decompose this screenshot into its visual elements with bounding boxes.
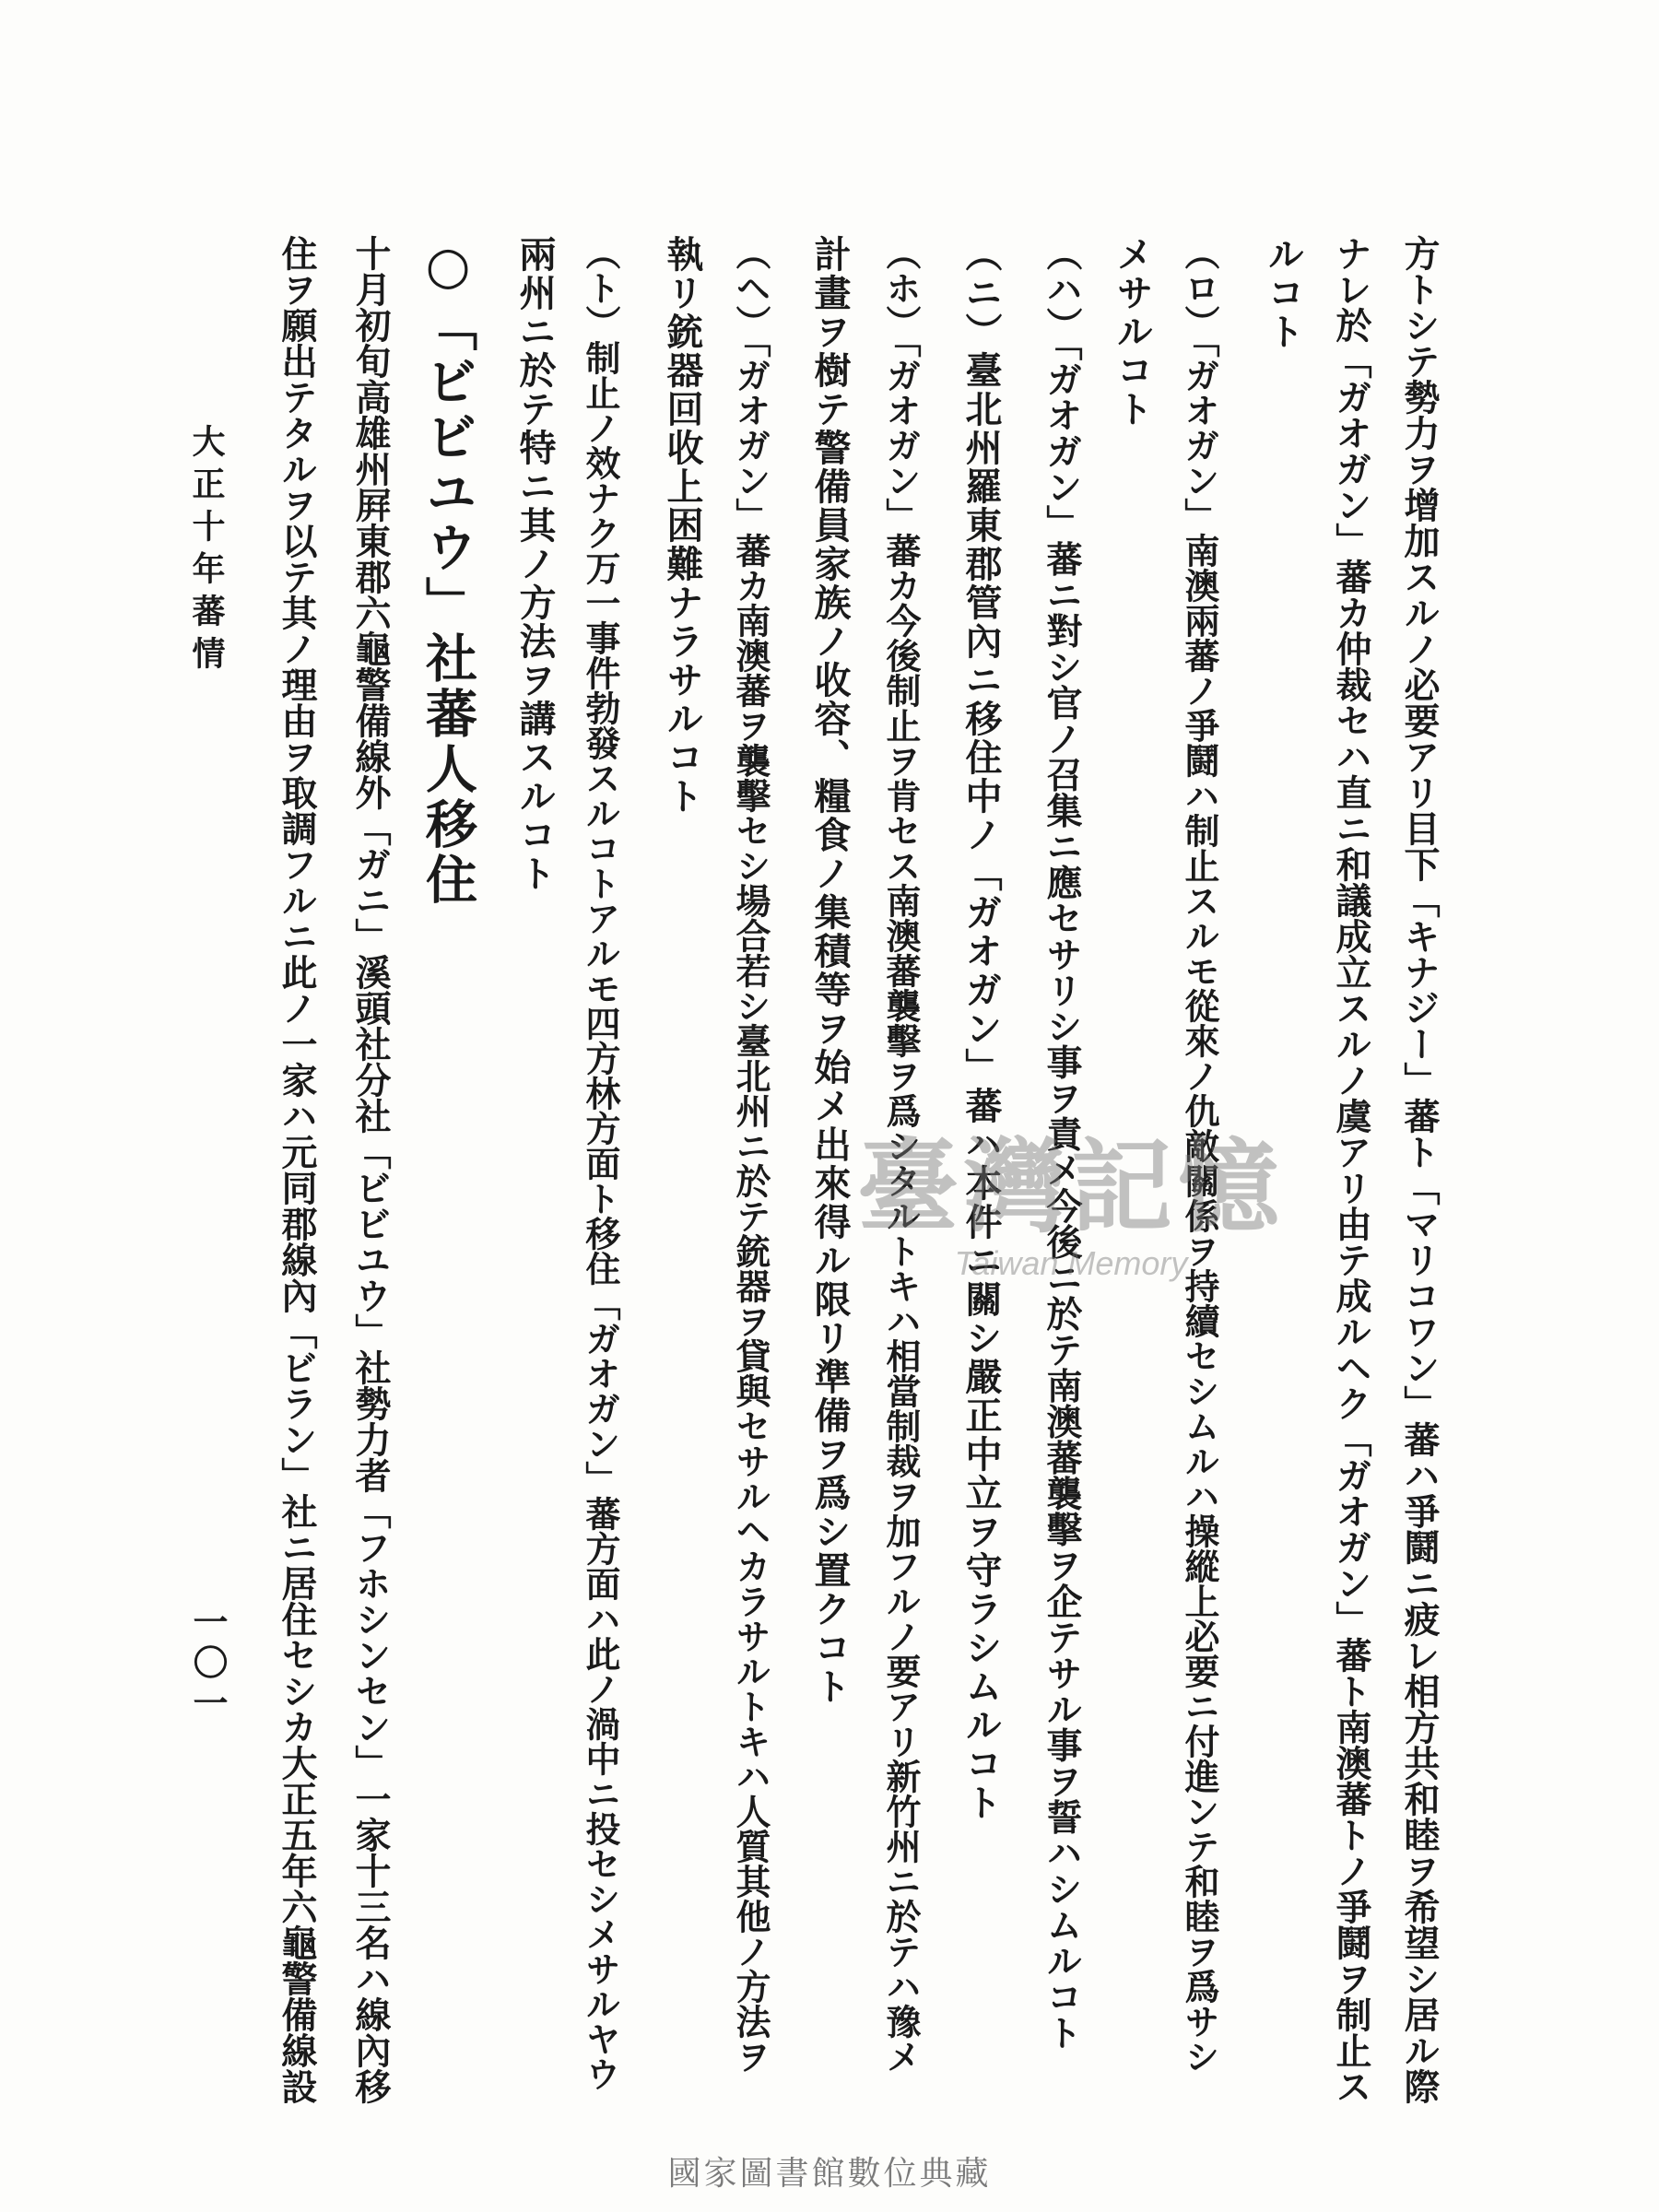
text-column-7: （ニ）臺北州羅東郡管內ニ移住中ノ「ガオガン」蕃ハ本件ニ關シ嚴正中立ヲ守ラシムルコト (959, 235, 1003, 1822)
text-column-16: 住ヲ願出テタルヲ以テ其ノ理由ヲ取調フルニ此ノ一家ハ元同郡線內「ビラン」社ニ居住セシカ大正五年六龜警備線設 (276, 235, 318, 2104)
text-column-15: 十月初旬高雄州屛東郡六龜警備線外「ガニ」溪頭社分社「ビビユウ」社勢力者「フホシンセン」一家十三名ハ線內移 (349, 235, 392, 2104)
footer-caption: 國家圖書館數位典藏 (667, 2155, 992, 2193)
text-column-8: （ホ）「ガオガン」蕃カ今後制止ヲ肯セス南澳蕃襲擊ヲ爲シタルトキハ相當制裁ヲ加フルノ要アリ新竹州ニ於テハ豫メ (880, 235, 922, 2074)
text-column-3: ルコト (1262, 235, 1305, 351)
text-column-1: 方トシテ勢力ヲ增加スルノ必要アリ目下「キナジー」蕃ト「マリコワン」蕃ハ爭鬪ニ疲レ相方共和睦ヲ希望シ居ル際 (1398, 235, 1441, 2104)
page-number: 一〇一 (187, 1604, 229, 1725)
text-column-10: （ヘ）「ガオガン」蕃カ南澳蕃ヲ襲擊セシ場合若シ臺北州ニ於テ銃器ヲ貸與セサルヘカラサルトキハ人質其他ノ方法ヲ (730, 235, 771, 2074)
watermark (857, 1106, 1285, 1283)
running-head: 大正十年蕃情 (187, 424, 226, 678)
text-column-5: メサルコト (1111, 235, 1154, 429)
section-heading: ○「ビビユウ」社蕃人移住 (418, 235, 478, 908)
text-column-12: （ト）制止ノ效ナク万一事件勃發スルコトアルモ四方林方面ト移住「ガオガン」蕃方面ハ此ノ渦中ニ投セシメサルヤウ (580, 235, 621, 2091)
text-column-2: ナレ於「ガオガン」蕃カ仲裁セハ直ニ和議成立スルノ虞アリ由テ成ルヘク「ガオガン」蕃ト南澳蕃トノ爭鬪ヲ制止ス (1330, 235, 1372, 2104)
text-column-13: 兩州ニ於テ特ニ其ノ方法ヲ講スルコト (513, 235, 557, 893)
watermark-chinese: 臺灣記憶 (857, 1128, 1285, 1246)
text-column-6: （ハ）「ガオガン」蕃ニ對シ官ノ召集ニ應セサリシ事ヲ責メ今後ニ於テ南澳蕃襲擊ヲ企テサル事ヲ誓ハシムルコト (1041, 235, 1083, 2051)
watermark-english: Taiwan Memory (954, 1244, 1188, 1282)
text-column-4: （ロ）「ガオガン」南澳兩蕃ノ爭鬪ハ制止スルモ從來ノ仇敵關係ヲ持續セシムルハ操縱上必要ニ付進ンテ和睦ヲ爲サシ (1179, 235, 1220, 2074)
text-column-11: 執リ銃器回收上困難ナラサルコト (661, 235, 704, 816)
text-column-9: 計畫ヲ樹テ警備員家族ノ收容、糧食ノ集積等ヲ始メ出來得ル限リ準備ヲ爲シ置クコト (808, 235, 852, 1706)
